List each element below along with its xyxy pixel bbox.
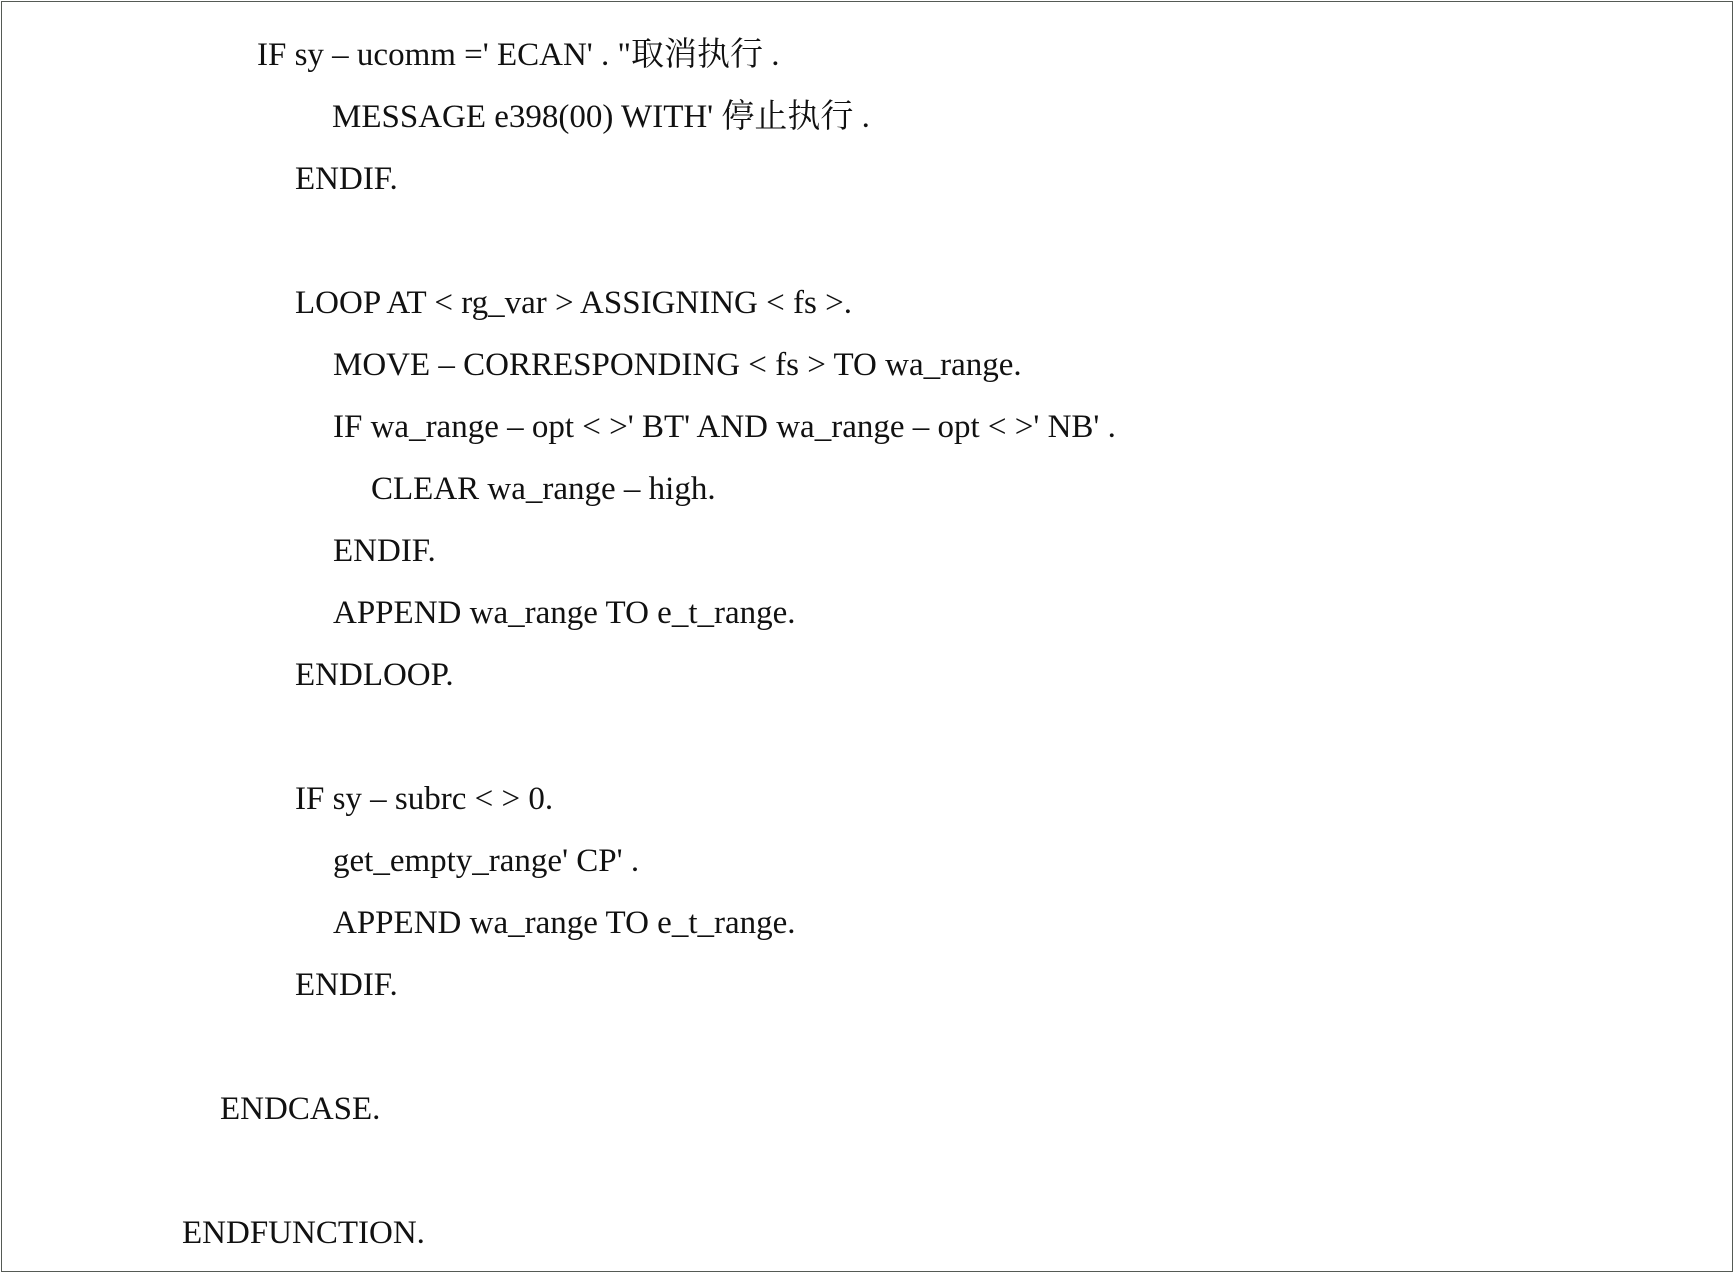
code-listing: [2, 2, 1732, 1271]
code-line: CLEAR wa_range – high.: [371, 471, 716, 507]
code-line: get_empty_range' CP' .: [333, 843, 640, 879]
code-line: APPEND wa_range TO e_t_range.: [333, 905, 796, 941]
code-line: ENDIF.: [333, 533, 436, 569]
code-line: IF sy – subrc < > 0.: [295, 781, 554, 817]
code-line: IF wa_range – opt < >' BT' AND wa_range – opt < >' NB' .: [333, 409, 1116, 445]
code-line: ENDFUNCTION.: [182, 1215, 425, 1251]
code-line: MOVE – CORRESPONDING < fs > TO wa_range.: [333, 347, 1022, 383]
code-line: APPEND wa_range TO e_t_range.: [333, 595, 796, 631]
code-line: ENDLOOP.: [295, 657, 454, 693]
code-line: ENDCASE.: [220, 1091, 381, 1127]
document-frame: [1, 1, 1733, 1272]
code-line: MESSAGE e398(00) WITH' 停止执行 .: [332, 99, 870, 135]
code-line: LOOP AT < rg_var > ASSIGNING < fs >.: [295, 285, 852, 321]
code-line: ENDIF.: [295, 967, 398, 1003]
code-line: IF sy – ucomm =' ECAN' . "取消执行 .: [257, 37, 780, 73]
code-line: ENDIF.: [295, 161, 398, 197]
